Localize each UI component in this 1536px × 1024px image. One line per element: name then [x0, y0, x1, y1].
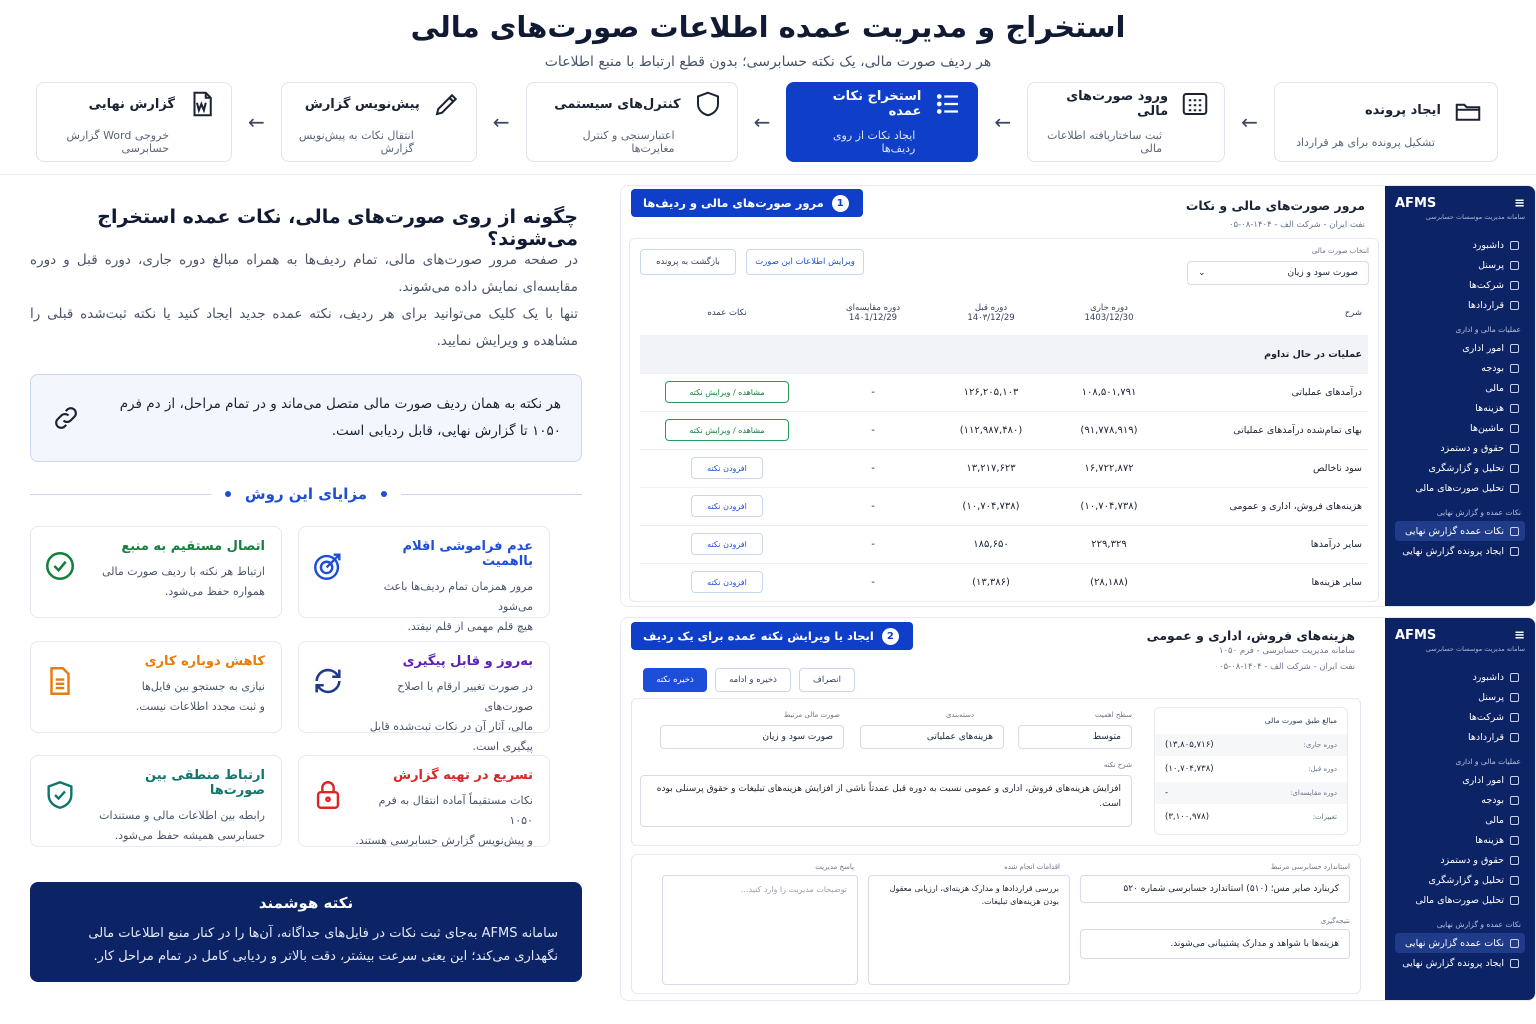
salary-icon — [1510, 856, 1519, 865]
management-response-textarea[interactable]: توضیحات مدیریت را وارد کنید... — [662, 875, 858, 985]
row-label: سایر درآمدها — [1168, 525, 1368, 563]
cancel-button[interactable]: انصراف — [799, 668, 855, 692]
column-header: دوره جاری 1403/12/30 — [1050, 291, 1168, 335]
check-circle-icon — [43, 549, 77, 583]
note-form-card: مبالغ طبق صورت مالی دوره جاری: (۱۳,۸۰۵,۷۱۶) دوره قبل: (۱۰,۷۰۴,۷۳۸) دوره مقایسه‌ای: - تغییرات: (۳,۱۰۰,۹۷۸) سطح اهمیت متوسط دسته‌بندی هزینه‌های عملیاتی صورت مالی مرتبط صورت سود و زیان شرح نکته افزایش هزینه‌های فروش، اداری و عمومی نسبت به دوره قبل عمدتاً ناشی از افزایش هزینه‌های تبلیغات و حقوق پرسنلی بوده است. — [631, 698, 1361, 846]
comparative-value: - — [814, 449, 932, 487]
step-badge: 1 مرور صورت‌های مالی و ردیف‌ها — [631, 189, 863, 217]
arrow-icon: ← — [492, 110, 510, 134]
note-icon — [1510, 527, 1519, 536]
panel-subtitle: سامانه مدیریت حسابرسی - فرم ۱۰۵۰ — [1218, 646, 1355, 656]
amount-row: تغییرات: (۳,۱۰۰,۹۷۸) — [1165, 812, 1337, 822]
amount-row: دوره جاری: (۱۳,۸۰۵,۷۱۶) — [1155, 734, 1347, 756]
building-icon — [1510, 713, 1519, 722]
conclusion-field[interactable]: هزینه‌ها با شواهد و مدارک پشتیبانی می‌شوند. — [1080, 929, 1350, 959]
row-label: سود ناخالص — [1168, 449, 1368, 487]
comparative-value: - — [814, 525, 932, 563]
note-icon — [1510, 939, 1519, 948]
column-header: دوره مقایسه‌ای 14۰1/12/29 — [814, 291, 932, 335]
note-details-card: استاندارد حسابرسی مرتبط کربنارد صایر مس؛ (۵۱۰) استاندارد حسابرسی شماره ۵۲۰ نتیجه‌گیری هزینه‌ها با شواهد و مدارک پشتیبانی می‌شوند. اقدامات انجام شده بررسی قراردادها و مدارک هزینه‌ای، ارزیابی معقول بودن هزینه‌های تبلیغات. پاسخ مدیریت توضیحات مدیریت را وارد کنید... — [631, 854, 1361, 994]
sidebar-item[interactable]: شرکت‌ها — [1395, 275, 1525, 295]
table-row — [640, 487, 1368, 525]
analytics-icon — [1510, 876, 1519, 885]
chart-icon — [1510, 484, 1519, 493]
view-edit-note-button[interactable]: مشاهده / ویرایش نکته — [665, 419, 789, 441]
page-subtitle: هر ردیف صورت مالی، یک نکته حسابرسی؛ بدون قطع ارتباط با منبع اطلاعات — [544, 54, 992, 70]
table-row — [640, 411, 1368, 449]
financial-table — [640, 291, 1368, 602]
page-title: استخراج و مدیریت عمده اطلاعات صورت‌های مالی — [410, 10, 1126, 44]
car-icon — [1510, 424, 1519, 433]
note-description-textarea[interactable]: افزایش هزینه‌های فروش، اداری و عمومی نسبت به دوره قبل عمدتاً ناشی از افزایش هزینه‌های تبلیغات و حقوق پرسنلی بوده است. — [640, 775, 1132, 827]
panel-title: مرور صورت‌های مالی و نکات — [1185, 198, 1365, 213]
step-extract-notes[interactable]: استخراج نکات عمده ایجاد نکات از روی ردیف‌ها — [786, 82, 978, 162]
add-note-button[interactable]: افزودن نکته — [691, 495, 763, 517]
budget-icon — [1510, 364, 1519, 373]
shield-icon — [693, 89, 723, 119]
chart-icon — [1510, 896, 1519, 905]
current-period-value: (۱۰,۷۰۴,۷۳۸) — [1050, 487, 1168, 525]
sidebar-item[interactable]: داشبورد — [1395, 667, 1525, 687]
expense-icon — [1510, 404, 1519, 413]
statement-select[interactable]: صورت سود و زیان ⌄ — [1187, 261, 1369, 285]
current-period-value: ۱۰۸,۵۰۱,۷۹۱ — [1050, 373, 1168, 411]
column-header: نکات عمده — [640, 291, 814, 335]
arrow-icon: ← — [1241, 110, 1258, 134]
sidebar-item[interactable]: تحلیل صورت‌های مالی — [1395, 478, 1525, 498]
importance-field[interactable]: متوسط — [1018, 725, 1132, 749]
sidebar-item[interactable]: ماشین‌ها — [1395, 418, 1525, 438]
users-icon — [1510, 693, 1519, 702]
refresh-icon — [311, 664, 345, 698]
sidebar-item[interactable]: قراردادها — [1395, 295, 1525, 315]
advantages-heading: مزایای این روش — [30, 482, 582, 506]
sidebar-item[interactable]: پرسنل — [1395, 255, 1525, 275]
sidebar-item[interactable]: امور اداری — [1395, 770, 1525, 790]
finance-icon — [1510, 384, 1519, 393]
amount-row: دوره مقایسه‌ای: - — [1155, 782, 1347, 804]
lock-icon — [311, 778, 345, 812]
intro-text: در صفحه مرور صورت‌های مالی، تمام ردیف‌ها به همراه مبالغ دوره جاری، دوره قبل و دوره مقایسه‌ای نمایش داده می‌شوند. تنها با یک کلیک می‌توانید برای هر ردیف، نکته عمده جدید ایجاد کنید یا نکته ثبت‌شده قبلی را مشاهده و ویرایش نمایید. — [30, 252, 578, 349]
budget-icon — [1510, 796, 1519, 805]
advantage-card: تسریع در تهیه گزارش نکات مستقیماً آماده انتقال به فرم ۱۰۵۰ و پیش‌نویس گزارش حسابرسی هستند. — [298, 755, 550, 847]
list-icon — [933, 89, 963, 119]
comparative-value: - — [814, 411, 932, 449]
admin-icon — [1510, 344, 1519, 353]
workflow-steps — [36, 82, 1498, 162]
advantage-card: اتصال مستقیم به منبع ارتباط هر نکته با ردیف صورت مالی همواره حفظ می‌شود. — [30, 526, 282, 618]
sidebar-item[interactable]: تحلیل و گزارشگری — [1395, 458, 1525, 478]
chevron-down-icon: ⌄ — [1198, 268, 1206, 278]
panel-title: هزینه‌های فروش، اداری و عمومی — [1146, 628, 1355, 643]
calculator-icon — [1180, 89, 1210, 119]
prior-period-value: ۱۳,۲۱۷,۶۲۳ — [932, 449, 1050, 487]
sidebar-item-selected[interactable]: نکات عمده گزارش نهایی — [1395, 521, 1525, 541]
row-label: بهای تمام‌شده درآمدهای عملیاتی — [1168, 411, 1368, 449]
sidebar-item[interactable]: تحلیل و گزارشگری — [1395, 870, 1525, 890]
prior-period-value: ۱۲۶,۲۰۵,۱۰۳ — [932, 373, 1050, 411]
expense-icon — [1510, 836, 1519, 845]
smart-tip-box: نکته هوشمند سامانه AFMS به‌جای ثبت نکات در فایل‌های جداگانه، آن‌ها را در کنار منبع اطلاعات مالی نگهداری می‌کند؛ این یعنی سرعت بیشتر، دقت بالاتر و ردیابی کامل در تمام مراحل کار. — [30, 882, 582, 982]
actions-textarea[interactable]: بررسی قراردادها و مدارک هزینه‌ای، ارزیابی معقول بودن هزینه‌های تبلیغات. — [868, 875, 1070, 985]
table-row — [640, 525, 1368, 563]
prior-period-value: ۱۸۵,۶۵۰ — [932, 525, 1050, 563]
standard-field[interactable]: کربنارد صایر مس؛ (۵۱۰) استاندارد حسابرسی شماره ۵۲۰ — [1080, 875, 1350, 903]
contract-icon — [1510, 301, 1519, 310]
prior-period-value: (۱۰,۷۰۴,۷۳۸) — [932, 487, 1050, 525]
sidebar-item[interactable]: داشبورد — [1395, 235, 1525, 255]
group-row: عملیات در حال تداوم — [640, 335, 1368, 373]
sidebar-item[interactable]: هزینه‌ها — [1395, 830, 1525, 850]
comparative-value: - — [814, 487, 932, 525]
step-badge: 2 ایجاد یا ویرایش نکته عمده برای یک ردیف — [631, 622, 913, 650]
brand-logo: AFMS — [1395, 196, 1437, 211]
category-field[interactable]: هزینه‌های عملیاتی — [860, 725, 1004, 749]
sidebar-item[interactable]: قراردادها — [1395, 727, 1525, 747]
current-period-value: (۹۱,۷۷۸,۹۱۹) — [1050, 411, 1168, 449]
sidebar-item[interactable]: مالی — [1395, 378, 1525, 398]
users-icon — [1510, 261, 1519, 270]
advantage-card: به‌روز و قابل پیگیری در صورت تغییر ارقام یا اصلاح صورت‌های مالی، آثار آن در نکات ثبت‌شده قابل پیگیری است. — [298, 641, 550, 733]
row-label: سایر هزینه‌ها — [1168, 563, 1368, 601]
finance-icon — [1510, 816, 1519, 825]
advantage-card: کاهش دوباره کاری نیازی به جستجو بین فایل‌ها و ثبت مجدد اطلاعات نیست. — [30, 641, 282, 733]
folder-icon — [1453, 96, 1483, 126]
table-row — [640, 449, 1368, 487]
report-icon — [1510, 959, 1519, 968]
admin-icon — [1510, 776, 1519, 785]
edit-statement-button[interactable]: ویرایش اطلاعات این صورت — [746, 249, 864, 275]
add-note-button[interactable]: افزودن نکته — [691, 457, 763, 479]
sidebar-item[interactable]: امور اداری — [1395, 338, 1525, 358]
column-header: دوره قبل 14۰۳/12/29 — [932, 291, 1050, 335]
comparative-value: - — [814, 563, 932, 601]
sidebar-item[interactable]: حقوق و دستمزد — [1395, 850, 1525, 870]
sidebar-item[interactable]: تحلیل صورت‌های مالی — [1395, 890, 1525, 910]
pen-icon — [432, 89, 462, 119]
link-icon — [51, 403, 81, 433]
prior-period-value: (۱۱۲,۹۸۷,۴۸۰) — [932, 411, 1050, 449]
panel-subtitle: نفت ایران - شرکت الف - ۱۴۰۴-۰۸-۰۵ — [1228, 220, 1365, 230]
row-label: هزینه‌های فروش، اداری و عمومی — [1168, 487, 1368, 525]
panel-subtitle: نفت ایران - شرکت الف - ۱۴۰۴-۰۸-۰۵ — [1218, 662, 1355, 672]
sidebar-item[interactable]: هزینه‌ها — [1395, 398, 1525, 418]
sidebar-item[interactable]: پرسنل — [1395, 687, 1525, 707]
note-action-cell — [640, 449, 814, 487]
save-continue-button[interactable]: ذخیره و ادامه — [715, 668, 791, 692]
table-row — [640, 563, 1368, 601]
statements-review-panel — [620, 185, 1536, 607]
sidebar-item[interactable]: ایجاد پرونده گزارش نهایی — [1395, 953, 1525, 973]
sidebar-item-selected[interactable]: نکات عمده گزارش نهایی — [1395, 933, 1525, 953]
advantage-card: ارتباط منطقی بین صورت‌ها رابطه بین اطلاعات مالی و مستندات حسابرسی همیشه حفظ می‌شود. — [30, 755, 282, 847]
amounts-box: مبالغ طبق صورت مالی دوره جاری: (۱۳,۸۰۵,۷۱۶) دوره قبل: (۱۰,۷۰۴,۷۳۸) دوره مقایسه‌ای: - تغییرات: (۳,۱۰۰,۹۷۸) — [1154, 707, 1348, 835]
sidebar-item[interactable]: بودجه — [1395, 358, 1525, 378]
sidebar: ≡ AFMS سامانه مدیریت موسسات حسابرسی داشبورد پرسنل شرکت‌ها قراردادها عملیات مالی و اداری امور اداری بودجه مالی هزینه‌ها حقوق و دستمزد تحلیل و گزارشگری تحلیل صورت‌های مالی نکات عمده و گزارش نهایی نکات عمده گزارش نهایی ایجاد پرونده گزارش نهایی — [1385, 618, 1535, 1000]
arrow-icon: ← — [753, 110, 771, 134]
row-label: درآمدهای عملیاتی — [1168, 373, 1368, 411]
home-icon — [1510, 673, 1519, 682]
add-note-button[interactable]: افزودن نکته — [691, 571, 763, 593]
add-note-button[interactable]: افزودن نکته — [691, 533, 763, 555]
note-action-cell — [640, 525, 814, 563]
salary-icon — [1510, 444, 1519, 453]
target-icon — [311, 549, 345, 583]
advantage-card: عدم فراموشی اقلام بااهمیت مرور همزمان تمام ردیف‌ها باعث می‌شود هیچ قلم مهمی از قلم نیفتد. — [298, 526, 550, 618]
step-final-report[interactable]: گزارش نهایی خروجی Word گزارش حسابرسی — [36, 82, 232, 162]
menu-icon[interactable]: ≡ — [1514, 628, 1525, 643]
note-action-cell — [640, 373, 814, 411]
current-period-value: (۲۸,۱۸۸) — [1050, 563, 1168, 601]
step-system-controls[interactable]: کنترل‌های سیستمی اعتبارسنجی و کنترل مغایرت‌ها — [526, 82, 738, 162]
view-edit-note-button[interactable]: مشاهده / ویرایش نکته — [665, 381, 789, 403]
home-icon — [1510, 241, 1519, 250]
step-draft-report[interactable]: پیش‌نویس گزارش انتقال نکات به پیش‌نویس گزارش — [281, 82, 477, 162]
word-icon — [187, 89, 217, 119]
brand-logo: AFMS — [1395, 628, 1437, 643]
sidebar-item[interactable]: مالی — [1395, 810, 1525, 830]
contract-icon — [1510, 733, 1519, 742]
sidebar-item[interactable]: شرکت‌ها — [1395, 707, 1525, 727]
note-editor-panel — [620, 617, 1536, 1001]
report-icon — [1510, 547, 1519, 556]
note-action-cell — [640, 411, 814, 449]
current-period-value: ۱۶,۷۲۲,۸۷۲ — [1050, 449, 1168, 487]
current-period-value: ۲۲۹,۳۲۹ — [1050, 525, 1168, 563]
step-create-file[interactable]: ایجاد پرونده تشکیل پرونده برای هر قرارداد — [1274, 82, 1498, 162]
prior-period-value: (۱۳,۳۸۶) — [932, 563, 1050, 601]
link-note-box: هر نکته به همان ردیف صورت مالی متصل می‌ماند و در تمام مراحل، از دم فرم ۱۰۵۰ تا گزارش نهایی، قابل ردیابی است. — [30, 374, 582, 462]
sidebar-item[interactable]: ایجاد پرونده گزارش نهایی — [1395, 541, 1525, 561]
document-icon — [43, 664, 77, 698]
menu-icon[interactable]: ≡ — [1514, 196, 1525, 211]
sidebar: ≡ AFMS سامانه مدیریت موسسات حسابرسی داشبورد پرسنل شرکت‌ها قراردادها عملیات مالی و اداری امور اداری بودجه مالی هزینه‌ها ماشین‌ها حقوق و دستمزد تحلیل و گزارشگری تحلیل صورت‌های مالی نکات عمده و گزارش نهایی نکات عمده گزارش نهایی ایجاد پرونده گزارش نهایی — [1385, 186, 1535, 606]
building-icon — [1510, 281, 1519, 290]
arrow-icon: ← — [994, 110, 1012, 134]
sidebar-item[interactable]: بودجه — [1395, 790, 1525, 810]
save-note-button[interactable]: ذخیره نکته — [643, 668, 707, 692]
statement-field[interactable]: صورت سود و زیان — [660, 725, 844, 749]
statements-card: انتخاب صورت مالی صورت سود و زیان ⌄ ویرایش اطلاعات این صورت بازگشت به پرونده شرح دوره جاری 1403/12/30 دوره قبل 14۰۳/12/29 دوره مقایسه‌ای 14۰1/12/29 نکات عمده عملیات در حال تداوم درآمدهای عملیاتی ۱۰۸,۵۰۱,۷۹۱ ۱۲۶,۲۰۵,۱۰۳ - مشاهده / ویرایش نکته بهای تمام‌شده درآمدهای عملیاتی (۹۱,۷۷۸,۹۱۹) (۱۱۲,۹۸۷,۴۸۰) - مشاهده / ویرایش نکته سود ناخالص ۱۶,۷۲۲,۸۷۲ ۱۳,۲۱۷,۶۲۳ - افزودن نکته هزینه‌های فروش، اداری و عمومی (۱۰,۷۰۴,۷۳۸) (۱۰,۷۰۴,۷۳۸) - افزودن نکته سایر درآمدها ۲۲۹,۳۲۹ ۱۸۵,۶۵۰ - افزودن نکته سایر هزینه‌ها (۲۸,۱۸۸) (۱۳,۳۸۶) - افزودن نکته — [629, 238, 1379, 602]
section-divider — [0, 174, 1536, 175]
section-heading: چگونه از روی صورت‌های مالی، نکات عمده استخراج می‌شوند؟ — [97, 206, 578, 250]
sidebar-item[interactable]: حقوق و دستمزد — [1395, 438, 1525, 458]
comparative-value: - — [814, 373, 932, 411]
note-action-cell — [640, 487, 814, 525]
column-header: شرح — [1168, 291, 1368, 335]
amount-row: دوره قبل: (۱۰,۷۰۴,۷۳۸) — [1165, 764, 1337, 774]
step-enter-statements[interactable]: ورود صورت‌های مالی ثبت ساختاریافته اطلاعات مالی — [1027, 82, 1225, 162]
back-to-file-button[interactable]: بازگشت به پرونده — [640, 249, 736, 275]
table-row — [640, 373, 1368, 411]
arrow-icon: ← — [248, 110, 265, 134]
shield-check-icon — [43, 778, 77, 812]
analytics-icon — [1510, 464, 1519, 473]
note-action-cell — [640, 563, 814, 601]
